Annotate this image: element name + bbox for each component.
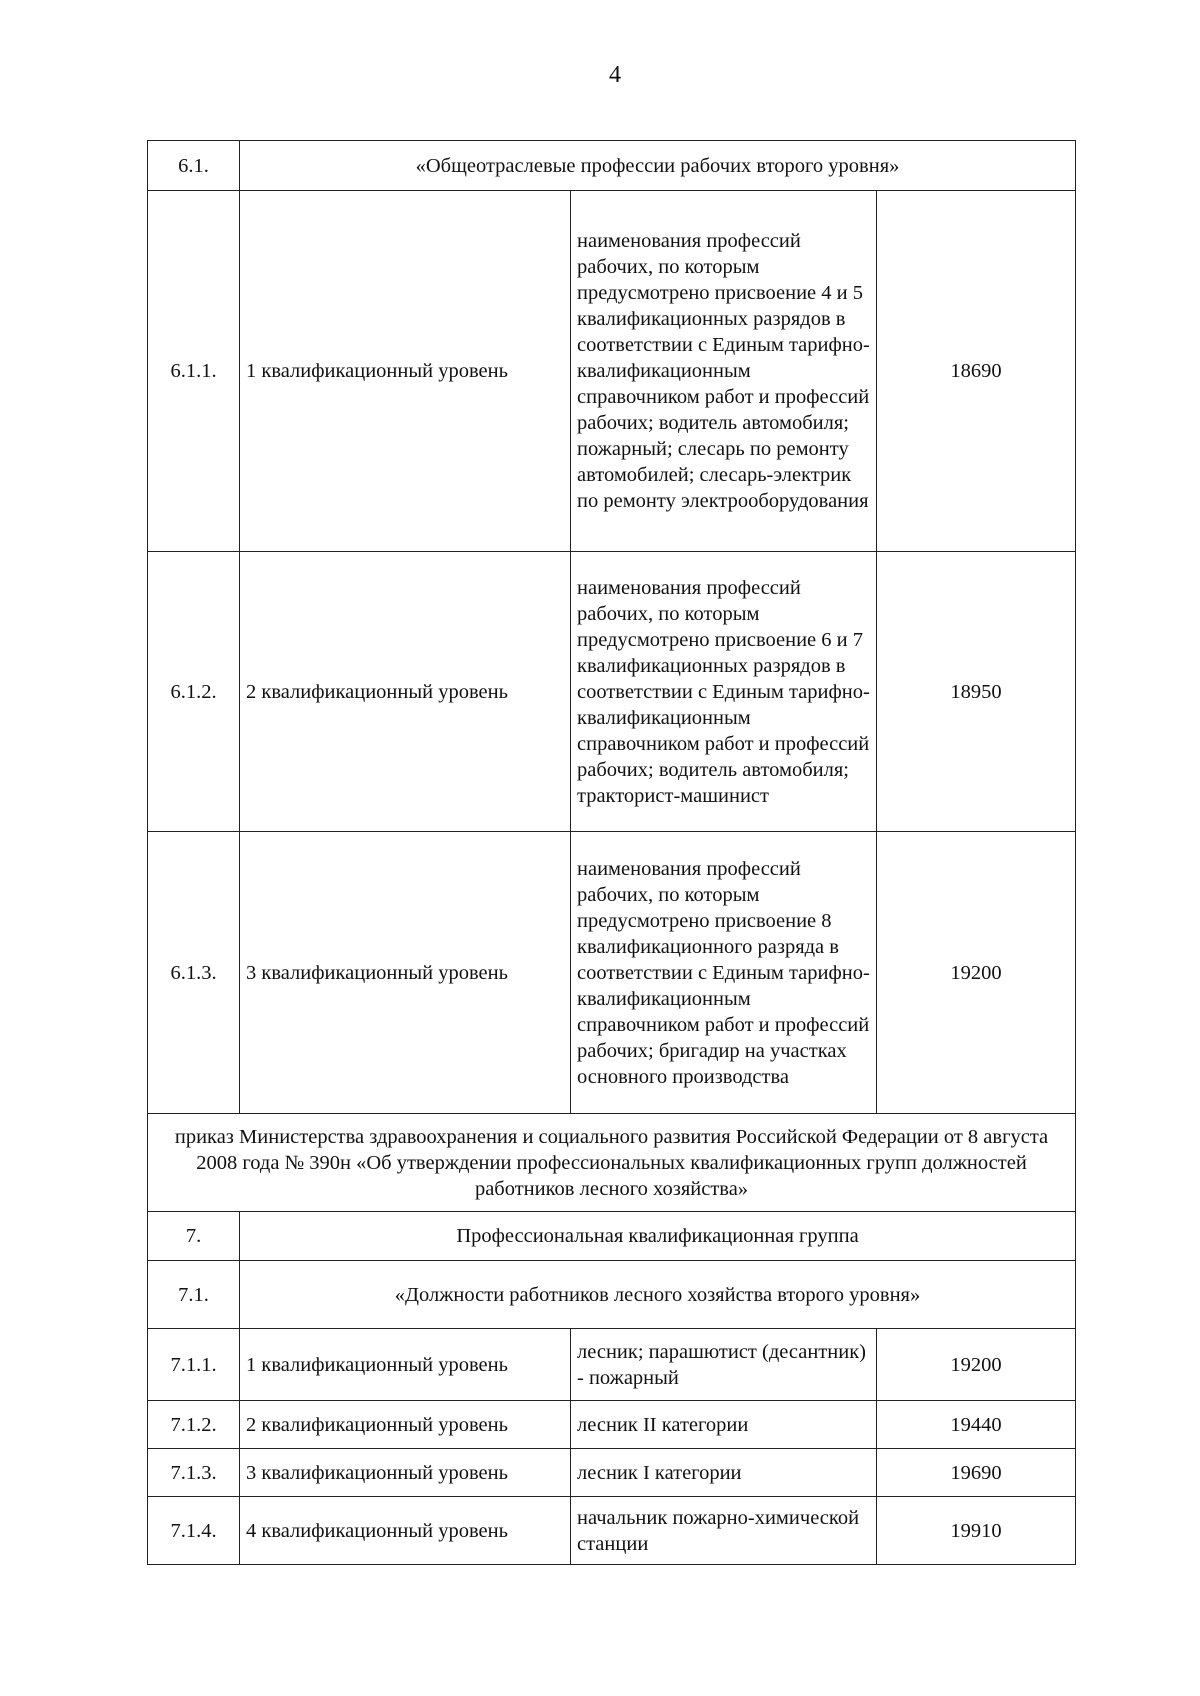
table-row — [148, 1329, 1076, 1401]
table-row — [148, 832, 1076, 1114]
table-row — [148, 1212, 1076, 1261]
profession-description: наименования профессий рабочих, по которым предусмотрено присвоение 6 и 7 квалификационных разрядов в соответствии с Единым тарифно-квалификационным справочником работ и профессий рабочих; водитель автомобиля; тракторист-машинист — [571, 552, 877, 832]
qualification-level: 1 квалификационный уровень — [240, 1329, 571, 1401]
salary-value: 19440 — [877, 1401, 1076, 1449]
table-row — [148, 1261, 1076, 1329]
row-code: 6.1. — [148, 141, 240, 191]
qualification-table — [147, 140, 1076, 1565]
group-title: «Должности работников лесного хозяйства второго уровня» — [240, 1261, 1076, 1329]
table-row — [148, 1401, 1076, 1449]
row-code: 6.1.3. — [148, 832, 240, 1114]
table-row — [148, 1497, 1076, 1565]
salary-value: 19690 — [877, 1449, 1076, 1497]
salary-value: 19200 — [877, 832, 1076, 1114]
qualification-level: 2 квалификационный уровень — [240, 552, 571, 832]
page-number: 4 — [609, 62, 621, 88]
table-row — [148, 552, 1076, 832]
salary-value: 19200 — [877, 1329, 1076, 1401]
profession-description: наименования профессий рабочих, по которым предусмотрено присвоение 8 квалификационного разряда в соответствии с Единым тарифно-квалификационным справочником работ и профессий рабочих; бригадир на участках основного производства — [571, 832, 877, 1114]
table-row — [148, 1114, 1076, 1212]
qualification-level: 1 квалификационный уровень — [240, 191, 571, 552]
table-row — [148, 1449, 1076, 1497]
row-code: 7.1.2. — [148, 1401, 240, 1449]
group-title: «Общеотраслевые профессии рабочих второго уровня» — [240, 141, 1076, 191]
group-heading: Профессиональная квалификационная группа — [240, 1212, 1076, 1261]
salary-value: 18950 — [877, 552, 1076, 832]
profession-description: начальник пожарно-химической станции — [571, 1497, 877, 1565]
qualification-level: 4 квалификационный уровень — [240, 1497, 571, 1565]
row-code: 7. — [148, 1212, 240, 1261]
row-code: 6.1.1. — [148, 191, 240, 552]
profession-description: наименования профессий рабочих, по которым предусмотрено присвоение 4 и 5 квалификационных разрядов в соответствии с Единым тарифно-квалификационным справочником работ и профессий рабочих; водитель автомобиля; пожарный; слесарь по ремонту автомобилей; слесарь-электрик по ремонту электрооборудования — [571, 191, 877, 552]
qualification-level: 3 квалификационный уровень — [240, 832, 571, 1114]
salary-value: 18690 — [877, 191, 1076, 552]
row-code: 6.1.2. — [148, 552, 240, 832]
salary-value: 19910 — [877, 1497, 1076, 1565]
row-code: 7.1.1. — [148, 1329, 240, 1401]
order-reference: приказ Министерства здравоохранения и социального развития Российской Федерации от 8 августа 2008 года № 390н «Об утверждении профессиональных квалификационных групп должностей работников лесного хозяйства» — [148, 1114, 1076, 1212]
row-code: 7.1.4. — [148, 1497, 240, 1565]
qualification-level: 2 квалификационный уровень — [240, 1401, 571, 1449]
table-row — [148, 141, 1076, 191]
qualification-level: 3 квалификационный уровень — [240, 1449, 571, 1497]
profession-description: лесник; парашютист (десантник) - пожарный — [571, 1329, 877, 1401]
row-code: 7.1.3. — [148, 1449, 240, 1497]
profession-description: лесник II категории — [571, 1401, 877, 1449]
row-code: 7.1. — [148, 1261, 240, 1329]
profession-description: лесник I категории — [571, 1449, 877, 1497]
table-row — [148, 191, 1076, 552]
